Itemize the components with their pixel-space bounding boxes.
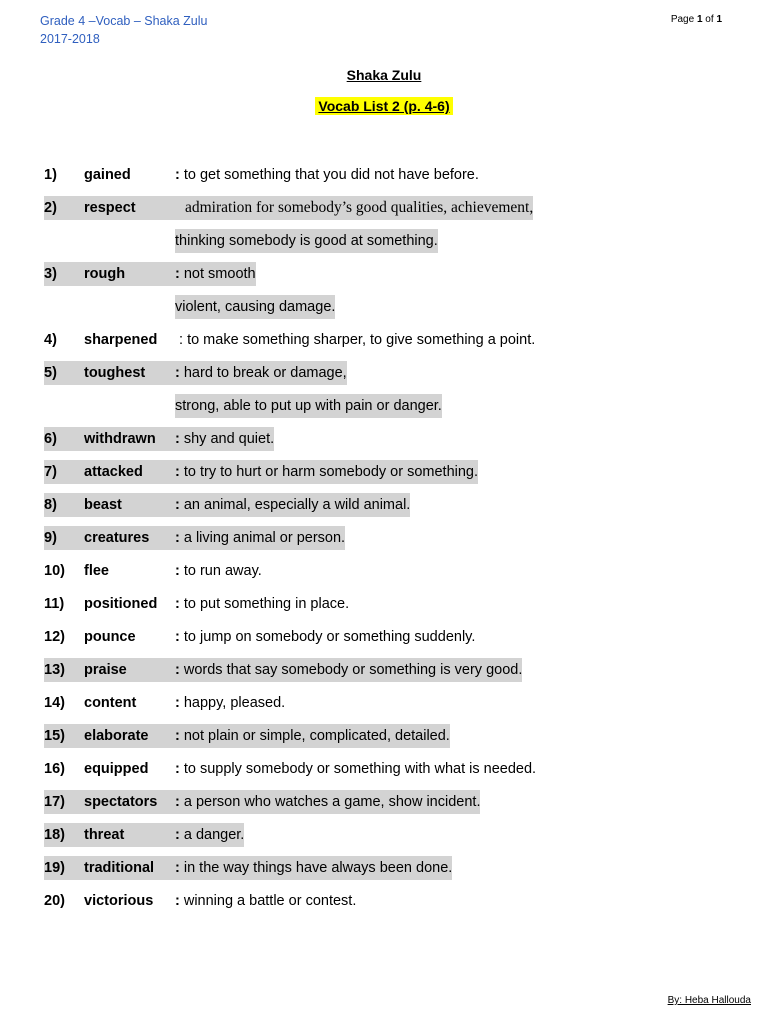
vocab-row xyxy=(0,654,768,687)
vocab-row xyxy=(0,489,768,522)
vocab-number: 8) xyxy=(44,493,84,517)
author-footer: By: Heba Hallouda xyxy=(667,995,751,1006)
vocab-definition: : happy, pleased. xyxy=(175,695,286,711)
vocab-definition: : to try to hurt or harm somebody or something. xyxy=(175,460,478,484)
vocab-word: traditional xyxy=(84,856,176,880)
vocab-number: 13) xyxy=(44,658,84,682)
vocab-word: pounce xyxy=(84,629,136,645)
vocab-word: sharpened xyxy=(84,332,158,348)
vocab-number: 17) xyxy=(44,790,84,814)
vocab-number: 3) xyxy=(44,262,84,286)
vocab-word: flee xyxy=(84,563,109,579)
vocab-definition-continued: strong, able to put up with pain or danger. xyxy=(175,394,442,418)
header-left xyxy=(40,12,207,48)
vocab-definition: : to run away. xyxy=(175,563,262,579)
vocab-definition: : hard to break or damage, xyxy=(175,361,347,385)
vocab-definition: : in the way things have always been done. xyxy=(175,856,452,880)
vocab-definition: : to get something that you did not have before. xyxy=(175,167,479,183)
vocab-row xyxy=(0,324,768,357)
vocab-row xyxy=(0,819,768,852)
vocab-definition: : not plain or simple, complicated, detailed. xyxy=(175,724,450,748)
vocab-row xyxy=(0,192,768,225)
vocab-row xyxy=(0,258,768,291)
vocab-word: withdrawn xyxy=(84,427,176,451)
vocab-definition: : a person who watches a game, show incident. xyxy=(175,790,480,814)
vocab-row xyxy=(0,852,768,885)
vocab-number: 4) xyxy=(44,332,57,348)
vocab-number: 10) xyxy=(44,563,65,579)
vocab-definition: : winning a battle or contest. xyxy=(175,893,357,909)
vocab-number: 6) xyxy=(44,427,84,451)
vocab-definition: : shy and quiet. xyxy=(175,427,274,451)
vocab-row xyxy=(0,159,768,192)
vocab-number: 2) xyxy=(44,196,84,220)
vocab-word: respect xyxy=(84,196,176,220)
vocab-definition: : to jump on somebody or something suddenly. xyxy=(175,629,476,645)
vocab-number: 11) xyxy=(44,596,65,612)
vocab-word: beast xyxy=(84,493,176,517)
vocab-row xyxy=(0,621,768,654)
vocab-word: attacked xyxy=(84,460,176,484)
vocab-definition-continued: violent, causing damage. xyxy=(175,295,335,319)
vocab-row xyxy=(0,753,768,786)
vocab-word: toughest xyxy=(84,361,176,385)
vocab-definition: admiration for somebody’s good qualities, achievement, xyxy=(175,196,533,220)
vocab-row-continuation xyxy=(0,225,768,258)
vocab-definition-continued: thinking somebody is good at something. xyxy=(175,229,438,253)
vocab-number: 16) xyxy=(44,761,65,777)
vocab-row xyxy=(0,720,768,753)
vocab-word: gained xyxy=(84,167,131,183)
vocab-number: 18) xyxy=(44,823,84,847)
vocab-row-continuation xyxy=(0,390,768,423)
vocab-word: threat xyxy=(84,823,176,847)
vocab-definition: : to supply somebody or something with what is needed. xyxy=(175,761,537,777)
vocab-number: 19) xyxy=(44,856,84,880)
vocab-definition: : a living animal or person. xyxy=(175,526,345,550)
vocab-word: rough xyxy=(84,262,176,286)
vocab-definition: : to make something sharper, to give something a point. xyxy=(179,332,536,348)
vocab-number: 7) xyxy=(44,460,84,484)
vocab-number: 5) xyxy=(44,361,84,385)
vocab-row xyxy=(0,885,768,918)
vocab-row xyxy=(0,588,768,621)
page-indicator: Page 1 of 1 xyxy=(670,14,722,25)
vocab-word: spectators xyxy=(84,790,176,814)
vocab-number: 20) xyxy=(44,893,65,909)
vocab-row xyxy=(0,357,768,390)
vocab-row-continuation xyxy=(0,291,768,324)
vocab-word: equipped xyxy=(84,761,149,777)
vocab-row xyxy=(0,522,768,555)
vocab-number: 1) xyxy=(44,167,57,183)
vocab-number: 9) xyxy=(44,526,84,550)
subtitle-wrap xyxy=(0,97,768,116)
vocab-word: elaborate xyxy=(84,724,176,748)
vocab-definition: : not smooth xyxy=(175,262,256,286)
vocab-row xyxy=(0,423,768,456)
vocab-list xyxy=(0,159,768,918)
vocab-row xyxy=(0,456,768,489)
vocab-row xyxy=(0,687,768,720)
vocab-definition: : words that say somebody or something is very good. xyxy=(175,658,522,682)
vocab-definition: : an animal, especially a wild animal. xyxy=(175,493,410,517)
vocab-word: creatures xyxy=(84,526,176,550)
vocab-row xyxy=(0,786,768,819)
vocab-number: 14) xyxy=(44,695,65,711)
vocab-word: victorious xyxy=(84,893,154,909)
vocab-definition: : to put something in place. xyxy=(175,596,350,612)
vocab-word: content xyxy=(84,695,137,711)
vocab-number: 15) xyxy=(44,724,84,748)
header-year: 2017-2018 xyxy=(40,32,100,46)
header-course: Grade 4 –Vocab – Shaka Zulu xyxy=(40,14,208,28)
vocab-number: 12) xyxy=(44,629,65,645)
vocab-definition: : a danger. xyxy=(175,823,244,847)
page-title: Shaka Zulu xyxy=(346,67,422,83)
page-subtitle: Vocab List 2 (p. 4-6) xyxy=(315,97,452,115)
vocab-word: positioned xyxy=(84,596,158,612)
vocab-word: praise xyxy=(84,658,176,682)
vocab-row xyxy=(0,555,768,588)
